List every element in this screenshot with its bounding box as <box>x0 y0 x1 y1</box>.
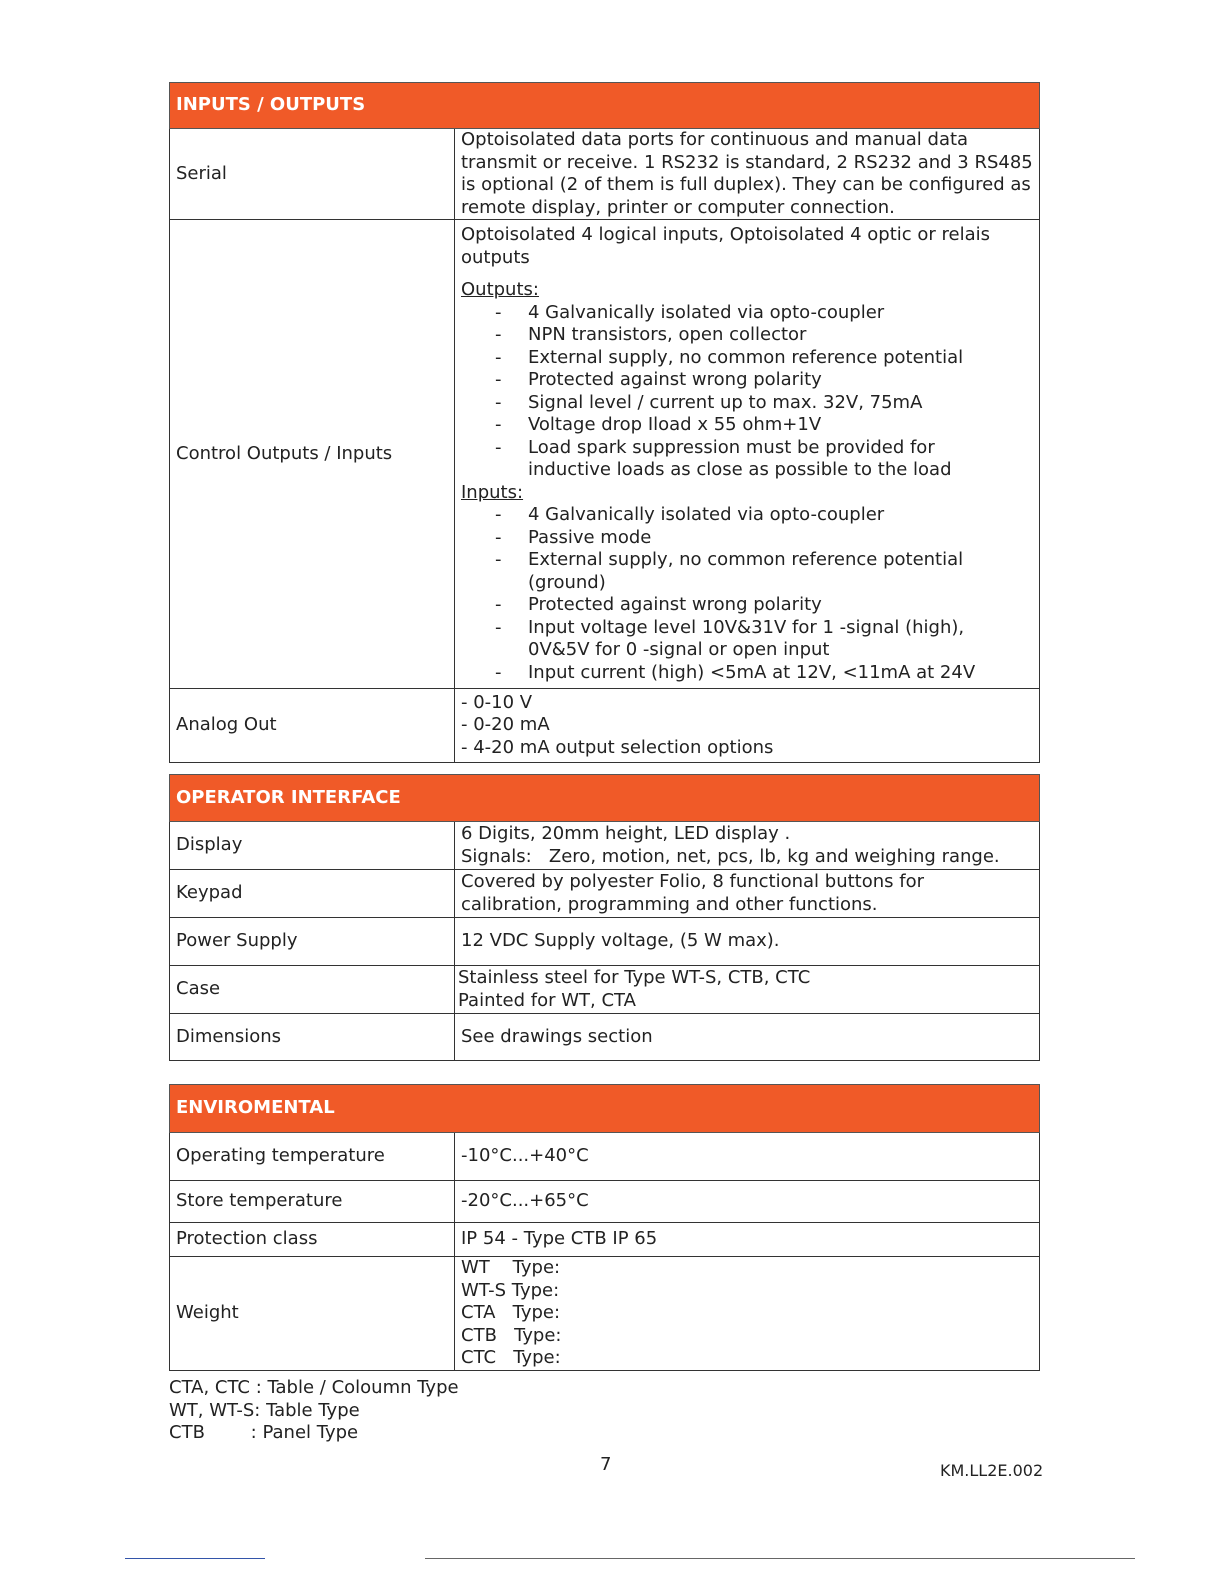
analog-line: - 0-10 V <box>461 691 533 713</box>
weight-line: CTB Type: <box>461 1324 562 1346</box>
list-item: - Load spark suppression must be provided for inductive loads as close as possible to the load <box>461 437 1039 482</box>
display-label: Display <box>170 822 455 870</box>
display-line: 6 Digits, 20mm height, LED display . <box>461 823 791 844</box>
note-line: CTB : Panel Type <box>169 1422 359 1443</box>
inputs-list <box>461 504 1039 684</box>
analog-label: Analog Out <box>170 689 455 763</box>
environmental-table <box>169 1084 1040 1371</box>
list-item: - Input voltage level 10V&31V for 1 -signal (high), 0V&5V for 0 -signal or open input <box>461 617 1039 662</box>
weight-line: CTC Type: <box>461 1347 561 1368</box>
operating-temp-label: Operating temperature <box>170 1133 455 1181</box>
operating-temp-value: -10°C...+40°C <box>455 1133 1040 1181</box>
note-line: WT, WT-S: Table Type <box>169 1399 360 1421</box>
case-value <box>455 966 1040 1014</box>
operator-interface-table <box>169 774 1040 1061</box>
outputs-title: Outputs: <box>461 279 539 300</box>
weight-label: Weight <box>170 1257 455 1371</box>
page-number: 7 <box>600 1454 612 1475</box>
list-item: - Passive mode <box>461 527 1039 550</box>
keypad-label: Keypad <box>170 870 455 918</box>
list-item: - Protected against wrong polarity <box>461 594 1039 617</box>
control-label: Control Outputs / Inputs <box>170 220 455 689</box>
footer-divider <box>125 1558 265 1559</box>
list-item: - External supply, no common reference potential <box>461 347 1039 370</box>
type-notes <box>169 1377 459 1445</box>
weight-value <box>455 1257 1040 1371</box>
list-item: - Signal level / current up to max. 32V, 75mA <box>461 392 1039 415</box>
serial-label: Serial <box>170 129 455 220</box>
list-item: - Voltage drop Iload x 55 ohm+1V <box>461 414 1039 437</box>
analog-line: - 4-20 mA output selection options <box>461 736 774 758</box>
list-item: - 4 Galvanically isolated via opto-coupler <box>461 504 1039 527</box>
protection-class-value: IP 54 - Type CTB IP 65 <box>455 1223 1040 1257</box>
power-supply-value: 12 VDC Supply voltage, (5 W max). <box>455 918 1040 966</box>
weight-line: WT Type: <box>461 1257 561 1278</box>
inputs-outputs-header: INPUTS / OUTPUTS <box>170 83 1040 129</box>
store-temp-value: -20°C...+65°C <box>455 1181 1040 1223</box>
case-line: Painted for WT, CTA <box>458 989 636 1011</box>
analog-value <box>455 689 1040 763</box>
protection-class-label: Protection class <box>170 1223 455 1257</box>
weight-line: CTA Type: <box>461 1302 561 1323</box>
keypad-line: Covered by polyester Folio, 8 functional buttons for <box>461 871 924 892</box>
case-line: Stainless steel for Type WT-S, CTB, CTC <box>458 967 811 988</box>
keypad-line: calibration, programming and other functions. <box>461 893 878 915</box>
inputs-title: Inputs: <box>461 481 524 503</box>
list-item: - NPN transistors, open collector <box>461 324 1039 347</box>
inputs-outputs-table <box>169 82 1040 763</box>
operator-interface-header: OPERATOR INTERFACE <box>170 775 1040 822</box>
power-supply-label: Power Supply <box>170 918 455 966</box>
serial-value: Optoisolated data ports for continuous and manual data transmit or receive. 1 RS232 is standard, 2 RS232 and 3 RS485 is optional (2 of them is full duplex). They can be configured as remote display, printer or computer connection. <box>455 129 1040 220</box>
keypad-value <box>455 870 1040 918</box>
display-line: Signals: Zero, motion, net, pcs, lb, kg and weighing range. <box>461 845 1000 867</box>
control-value <box>455 220 1040 689</box>
dimensions-label: Dimensions <box>170 1014 455 1061</box>
list-item: - Protected against wrong polarity <box>461 369 1039 392</box>
dimensions-value: See drawings section <box>455 1014 1040 1061</box>
note-line: CTA, CTC : Table / Coloumn Type <box>169 1377 459 1398</box>
environmental-header: ENVIROMENTAL <box>170 1085 1040 1133</box>
outputs-list <box>461 302 1039 482</box>
weight-line: WT-S Type: <box>461 1279 560 1301</box>
control-intro: Optoisolated 4 logical inputs, Optoisolated 4 optic or relais outputs <box>461 224 991 268</box>
list-item: - External supply, no common reference potential (ground) <box>461 549 1039 594</box>
store-temp-label: Store temperature <box>170 1181 455 1223</box>
display-value <box>455 822 1040 870</box>
document-id: KM.LL2E.002 <box>940 1461 1044 1480</box>
footer-divider <box>425 1558 1135 1559</box>
list-item: - 4 Galvanically isolated via opto-coupler <box>461 302 1039 325</box>
list-item: - Input current (high) <5mA at 12V, <11mA at 24V <box>461 662 1039 685</box>
analog-line: - 0-20 mA <box>461 714 550 736</box>
case-label: Case <box>170 966 455 1014</box>
